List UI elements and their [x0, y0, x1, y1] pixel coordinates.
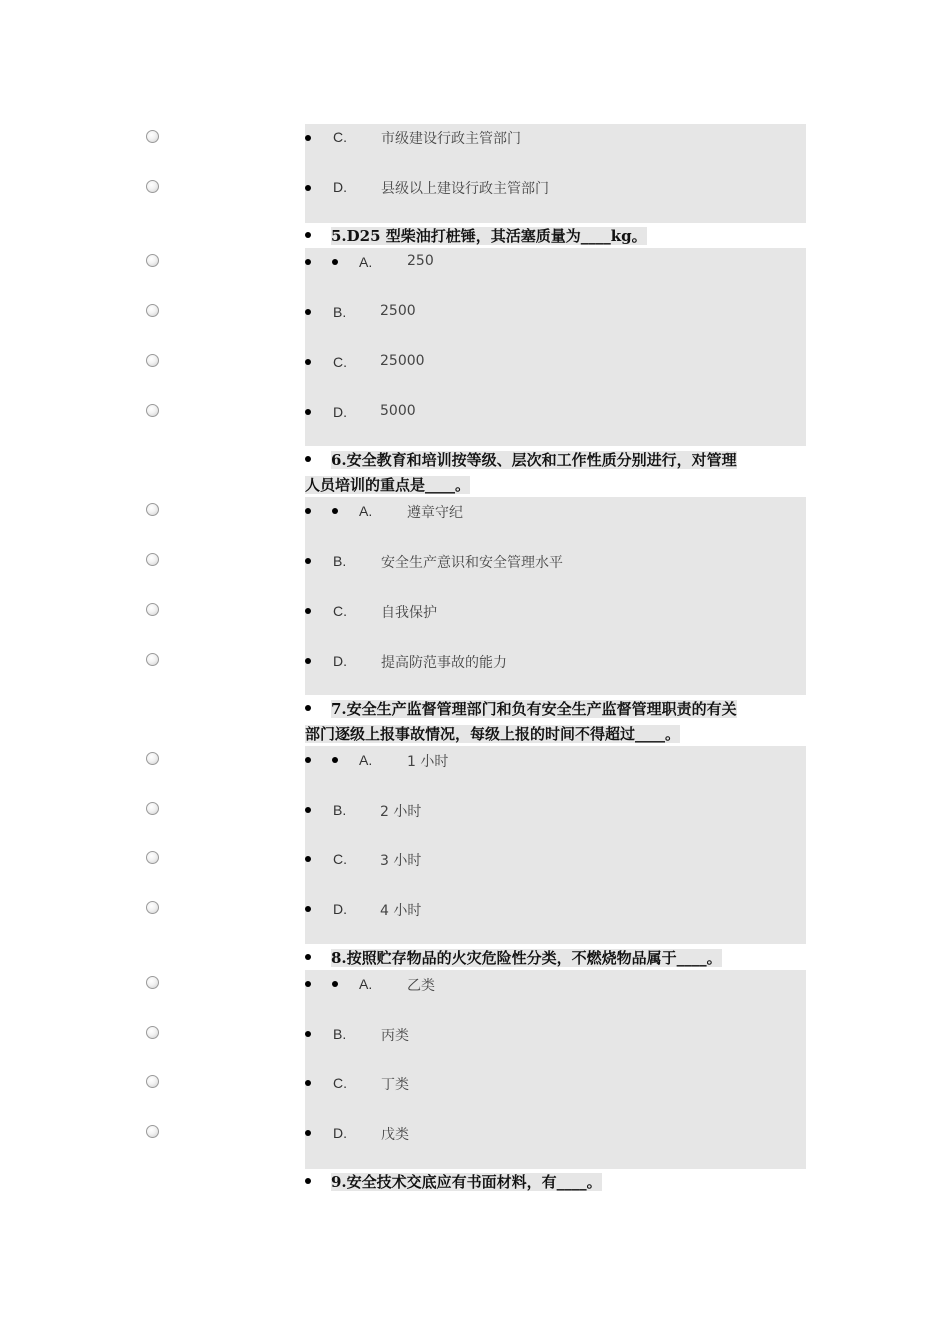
- option-item[interactable]: [305, 970, 806, 1020]
- option-text: 丁类: [381, 1077, 409, 1093]
- bullet-icon: [332, 757, 338, 763]
- option-text: 乙类: [407, 978, 435, 994]
- option-text: 市级建设行政主管部门: [381, 131, 521, 147]
- bullet-icon: [305, 658, 311, 664]
- option-text: 5000: [380, 403, 416, 419]
- option-letter: D.: [333, 901, 347, 917]
- bullet-icon: [305, 1080, 311, 1086]
- radio-button[interactable]: [146, 354, 159, 367]
- option-item[interactable]: [305, 796, 806, 846]
- option-letter: A.: [359, 254, 373, 270]
- option-letter: D.: [333, 1125, 347, 1141]
- radio-button[interactable]: [146, 1026, 159, 1039]
- radio-button[interactable]: [146, 901, 159, 914]
- question-text: 8.按照贮存物品的火灾危险性分类，不燃烧物品属于____。: [331, 949, 722, 967]
- option-text: 自我保护: [381, 605, 437, 621]
- option-letter: C.: [333, 129, 347, 145]
- option-item[interactable]: [305, 895, 806, 945]
- option-item[interactable]: [305, 1020, 806, 1070]
- option-item[interactable]: [305, 398, 806, 448]
- radio-button[interactable]: [146, 404, 159, 417]
- bullet-icon: [305, 1031, 311, 1037]
- question-text: 9.安全技术交底应有书面材料，有____。: [331, 1173, 602, 1191]
- option-text: 戊类: [381, 1127, 409, 1143]
- radio-button[interactable]: [146, 1075, 159, 1088]
- option-text: 县级以上建设行政主管部门: [381, 181, 549, 197]
- option-letter: C.: [333, 603, 347, 619]
- option-letter: B.: [333, 1026, 347, 1042]
- radio-button[interactable]: [146, 1125, 159, 1138]
- bullet-icon: [305, 558, 311, 564]
- option-letter: A.: [359, 976, 373, 992]
- option-letter: C.: [333, 851, 347, 867]
- question-8: [305, 946, 808, 971]
- radio-button[interactable]: [146, 603, 159, 616]
- bullet-icon: [332, 981, 338, 987]
- option-item[interactable]: [305, 174, 806, 224]
- option-item[interactable]: [305, 547, 806, 597]
- option-letter: A.: [359, 503, 373, 519]
- radio-button[interactable]: [146, 851, 159, 864]
- radio-button[interactable]: [146, 653, 159, 666]
- bullet-icon: [305, 705, 311, 711]
- option-item[interactable]: [305, 1119, 806, 1169]
- bullet-icon: [305, 1130, 311, 1136]
- option-item[interactable]: [305, 647, 806, 697]
- option-letter: D.: [333, 653, 347, 669]
- option-item[interactable]: [305, 746, 806, 796]
- radio-button[interactable]: [146, 503, 159, 516]
- option-text: 3 小时: [380, 853, 422, 869]
- radio-button[interactable]: [146, 304, 159, 317]
- option-text: 遵章守纪: [407, 505, 463, 521]
- bullet-icon: [305, 906, 311, 912]
- option-text: 1 小时: [407, 754, 449, 770]
- option-item[interactable]: [305, 298, 806, 348]
- question-text: 5.D25 型柴油打桩锤，其活塞质量为____kg。: [331, 227, 647, 245]
- bullet-icon: [305, 954, 311, 960]
- bullet-icon: [305, 259, 311, 265]
- question-6: [305, 448, 808, 498]
- option-letter: B.: [333, 553, 347, 569]
- bullet-icon: [305, 309, 311, 315]
- bullet-icon: [305, 359, 311, 365]
- question-text-line2: 人员培训的重点是____。: [305, 476, 471, 494]
- option-letter: D.: [333, 179, 347, 195]
- bullet-icon: [305, 185, 311, 191]
- question-text-line1: 6.安全教育和培训按等级、层次和工作性质分别进行，对管理: [331, 451, 737, 469]
- option-item[interactable]: [305, 1069, 806, 1119]
- question-5: [305, 224, 808, 249]
- option-text: 25000: [380, 353, 425, 369]
- bullet-icon: [332, 259, 338, 265]
- bullet-icon: [332, 508, 338, 514]
- option-item[interactable]: [305, 597, 806, 647]
- radio-button[interactable]: [146, 752, 159, 765]
- option-letter: D.: [333, 404, 347, 420]
- bullet-icon: [305, 608, 311, 614]
- bullet-icon: [305, 1178, 311, 1184]
- option-text: 4 小时: [380, 903, 422, 919]
- option-letter: C.: [333, 1075, 347, 1091]
- option-item[interactable]: [305, 348, 806, 398]
- option-text: 丙类: [381, 1028, 409, 1044]
- option-text: 2 小时: [380, 804, 422, 820]
- bullet-icon: [305, 508, 311, 514]
- radio-button[interactable]: [146, 180, 159, 193]
- bullet-icon: [305, 757, 311, 763]
- bullet-icon: [305, 232, 311, 238]
- option-text: 250: [407, 253, 434, 269]
- option-item[interactable]: [305, 124, 806, 174]
- option-letter: B.: [333, 802, 347, 818]
- radio-button[interactable]: [146, 802, 159, 815]
- option-text: 安全生产意识和安全管理水平: [381, 555, 563, 571]
- question-text-line1: 7.安全生产监督管理部门和负有安全生产监督管理职责的有关: [331, 700, 737, 718]
- option-text: 2500: [380, 303, 416, 319]
- option-item[interactable]: [305, 497, 806, 547]
- question-text-line2: 部门逐级上报事故情况，每级上报的时间不得超过____。: [305, 725, 681, 743]
- bullet-icon: [305, 981, 311, 987]
- option-item[interactable]: [305, 248, 806, 298]
- radio-button[interactable]: [146, 553, 159, 566]
- bullet-icon: [305, 856, 311, 862]
- option-item[interactable]: [305, 845, 806, 895]
- question-9: [305, 1170, 808, 1195]
- option-letter: C.: [333, 354, 347, 370]
- option-letter: B.: [333, 304, 347, 320]
- bullet-icon: [305, 456, 311, 462]
- bullet-icon: [305, 135, 311, 141]
- bullet-icon: [305, 409, 311, 415]
- question-7: [305, 697, 808, 747]
- radio-button[interactable]: [146, 976, 159, 989]
- option-letter: A.: [359, 752, 373, 768]
- radio-button[interactable]: [146, 254, 159, 267]
- bullet-icon: [305, 807, 311, 813]
- option-text: 提高防范事故的能力: [381, 655, 507, 671]
- radio-button[interactable]: [146, 130, 159, 143]
